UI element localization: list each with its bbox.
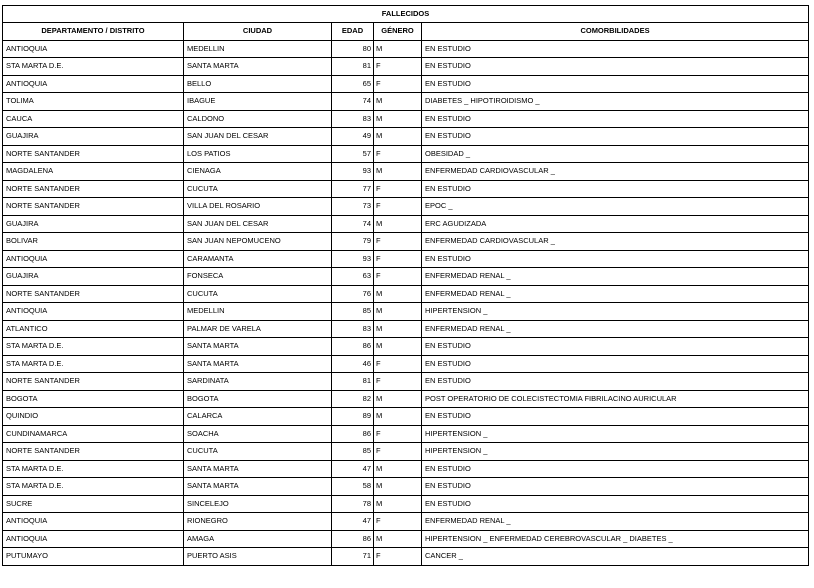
genero-cell: M [374, 163, 422, 181]
table-row [3, 233, 809, 251]
genero-cell: M [374, 128, 422, 146]
ciudad-cell: MEDELLIN [184, 40, 332, 58]
edad-cell: 85 [332, 443, 374, 461]
genero-cell: F [374, 180, 422, 198]
departamento-cell: CUNDINAMARCA [3, 425, 184, 443]
table-row [3, 513, 809, 531]
comorbilidades-cell: EN ESTUDIO [422, 58, 809, 76]
departamento-cell: NORTE SANTANDER [3, 145, 184, 163]
comorbilidades-cell: HIPERTENSION _ [422, 443, 809, 461]
genero-cell: M [374, 215, 422, 233]
departamento-cell: SUCRE [3, 495, 184, 513]
ciudad-cell: PUERTO ASIS [184, 548, 332, 566]
genero-cell: F [374, 513, 422, 531]
table-row [3, 163, 809, 181]
genero-cell: F [374, 443, 422, 461]
ciudad-cell: SOACHA [184, 425, 332, 443]
edad-cell: 93 [332, 163, 374, 181]
comorbilidades-cell: HIPERTENSION _ [422, 303, 809, 321]
genero-cell: M [374, 320, 422, 338]
ciudad-cell: SANTA MARTA [184, 58, 332, 76]
genero-cell: M [374, 495, 422, 513]
departamento-cell: ANTIOQUIA [3, 513, 184, 531]
comorbilidades-cell: EN ESTUDIO [422, 495, 809, 513]
ciudad-cell: SANTA MARTA [184, 355, 332, 373]
ciudad-cell: RIONEGRO [184, 513, 332, 531]
ciudad-cell: MEDELLIN [184, 303, 332, 321]
edad-cell: 81 [332, 58, 374, 76]
ciudad-cell: SANTA MARTA [184, 460, 332, 478]
table-row [3, 180, 809, 198]
table-row [3, 303, 809, 321]
ciudad-cell: FONSECA [184, 268, 332, 286]
ciudad-cell: LOS PATIOS [184, 145, 332, 163]
ciudad-cell: AMAGA [184, 530, 332, 548]
table-row [3, 58, 809, 76]
table-row [3, 355, 809, 373]
departamento-cell: GUAJIRA [3, 128, 184, 146]
table-row [3, 145, 809, 163]
comorbilidades-cell: DIABETES _ HIPOTIROIDISMO _ [422, 93, 809, 111]
header-row [3, 23, 809, 41]
edad-cell: 93 [332, 250, 374, 268]
table-row [3, 373, 809, 391]
table-row [3, 320, 809, 338]
table-row [3, 268, 809, 286]
comorbilidades-cell: EN ESTUDIO [422, 338, 809, 356]
comorbilidades-cell: ERC AGUDIZADA [422, 215, 809, 233]
genero-cell: M [374, 408, 422, 426]
genero-cell: F [374, 425, 422, 443]
comorbilidades-cell: POST OPERATORIO DE COLECISTECTOMIA FIBRILACINO AURICULAR [422, 390, 809, 408]
ciudad-cell: BOGOTA [184, 390, 332, 408]
comorbilidades-cell: OBESIDAD _ [422, 145, 809, 163]
edad-cell: 74 [332, 215, 374, 233]
genero-cell: M [374, 285, 422, 303]
table-row [3, 460, 809, 478]
departamento-cell: STA MARTA D.E. [3, 478, 184, 496]
edad-cell: 76 [332, 285, 374, 303]
genero-cell: M [374, 303, 422, 321]
departamento-cell: PUTUMAYO [3, 548, 184, 566]
ciudad-cell: CUCUTA [184, 443, 332, 461]
comorbilidades-cell: EN ESTUDIO [422, 478, 809, 496]
table-row [3, 215, 809, 233]
comorbilidades-cell: EN ESTUDIO [422, 128, 809, 146]
ciudad-cell: SARDINATA [184, 373, 332, 391]
departamento-cell: NORTE SANTANDER [3, 443, 184, 461]
genero-cell: M [374, 530, 422, 548]
table-row [3, 495, 809, 513]
comorbilidades-cell: ENFERMEDAD RENAL _ [422, 320, 809, 338]
header-ciudad: CIUDAD [184, 23, 332, 41]
departamento-cell: ANTIOQUIA [3, 530, 184, 548]
genero-cell: M [374, 110, 422, 128]
departamento-cell: ANTIOQUIA [3, 75, 184, 93]
ciudad-cell: CALDONO [184, 110, 332, 128]
edad-cell: 47 [332, 513, 374, 531]
ciudad-cell: CIENAGA [184, 163, 332, 181]
table-row [3, 110, 809, 128]
departamento-cell: ANTIOQUIA [3, 303, 184, 321]
edad-cell: 47 [332, 460, 374, 478]
departamento-cell: NORTE SANTANDER [3, 373, 184, 391]
genero-cell: F [374, 548, 422, 566]
comorbilidades-cell: EPOC _ [422, 198, 809, 216]
table-row [3, 530, 809, 548]
ciudad-cell: SINCELEJO [184, 495, 332, 513]
ciudad-cell: SANTA MARTA [184, 338, 332, 356]
title-row [3, 6, 809, 23]
edad-cell: 85 [332, 303, 374, 321]
ciudad-cell: SAN JUAN NEPOMUCENO [184, 233, 332, 251]
ciudad-cell: SANTA MARTA [184, 478, 332, 496]
table-row [3, 198, 809, 216]
comorbilidades-cell: HIPERTENSION _ [422, 425, 809, 443]
departamento-cell: QUINDIO [3, 408, 184, 426]
genero-cell: F [374, 250, 422, 268]
table-row [3, 443, 809, 461]
edad-cell: 78 [332, 495, 374, 513]
departamento-cell: GUAJIRA [3, 215, 184, 233]
ciudad-cell: SAN JUAN DEL CESAR [184, 128, 332, 146]
edad-cell: 46 [332, 355, 374, 373]
edad-cell: 58 [332, 478, 374, 496]
comorbilidades-cell: EN ESTUDIO [422, 180, 809, 198]
comorbilidades-cell: ENFERMEDAD RENAL _ [422, 285, 809, 303]
edad-cell: 89 [332, 408, 374, 426]
edad-cell: 49 [332, 128, 374, 146]
comorbilidades-cell: ENFERMEDAD CARDIOVASCULAR _ [422, 163, 809, 181]
genero-cell: M [374, 338, 422, 356]
edad-cell: 74 [332, 93, 374, 111]
comorbilidades-cell: EN ESTUDIO [422, 355, 809, 373]
ciudad-cell: VILLA DEL ROSARIO [184, 198, 332, 216]
ciudad-cell: BELLO [184, 75, 332, 93]
edad-cell: 81 [332, 373, 374, 391]
departamento-cell: BOLIVAR [3, 233, 184, 251]
comorbilidades-cell: HIPERTENSION _ ENFERMEDAD CEREBROVASCULAR _ DIABETES _ [422, 530, 809, 548]
genero-cell: F [374, 355, 422, 373]
table-row [3, 425, 809, 443]
fallecidos-table [2, 5, 809, 566]
ciudad-cell: CUCUTA [184, 285, 332, 303]
departamento-cell: NORTE SANTANDER [3, 180, 184, 198]
comorbilidades-cell: EN ESTUDIO [422, 110, 809, 128]
comorbilidades-cell: ENFERMEDAD CARDIOVASCULAR _ [422, 233, 809, 251]
ciudad-cell: CALARCA [184, 408, 332, 426]
comorbilidades-cell: EN ESTUDIO [422, 250, 809, 268]
edad-cell: 86 [332, 425, 374, 443]
edad-cell: 77 [332, 180, 374, 198]
table-title: FALLECIDOS [3, 6, 809, 23]
table-row [3, 390, 809, 408]
departamento-cell: MAGDALENA [3, 163, 184, 181]
table-row [3, 250, 809, 268]
comorbilidades-cell: EN ESTUDIO [422, 460, 809, 478]
edad-cell: 63 [332, 268, 374, 286]
edad-cell: 82 [332, 390, 374, 408]
departamento-cell: GUAJIRA [3, 268, 184, 286]
genero-cell: F [374, 268, 422, 286]
header-departamento: DEPARTAMENTO / DISTRITO [3, 23, 184, 41]
ciudad-cell: CARAMANTA [184, 250, 332, 268]
table-body [3, 40, 809, 565]
departamento-cell: CAUCA [3, 110, 184, 128]
genero-cell: M [374, 40, 422, 58]
comorbilidades-cell: EN ESTUDIO [422, 40, 809, 58]
departamento-cell: NORTE SANTANDER [3, 285, 184, 303]
edad-cell: 65 [332, 75, 374, 93]
genero-cell: F [374, 58, 422, 76]
edad-cell: 80 [332, 40, 374, 58]
departamento-cell: ATLANTICO [3, 320, 184, 338]
genero-cell: M [374, 390, 422, 408]
table-row [3, 285, 809, 303]
comorbilidades-cell: EN ESTUDIO [422, 75, 809, 93]
ciudad-cell: CUCUTA [184, 180, 332, 198]
genero-cell: F [374, 233, 422, 251]
edad-cell: 86 [332, 338, 374, 356]
table-row [3, 338, 809, 356]
edad-cell: 73 [332, 198, 374, 216]
table-row [3, 75, 809, 93]
departamento-cell: TOLIMA [3, 93, 184, 111]
table-row [3, 478, 809, 496]
genero-cell: F [374, 145, 422, 163]
table-row [3, 93, 809, 111]
edad-cell: 83 [332, 110, 374, 128]
genero-cell: M [374, 93, 422, 111]
departamento-cell: ANTIOQUIA [3, 250, 184, 268]
departamento-cell: BOGOTA [3, 390, 184, 408]
edad-cell: 71 [332, 548, 374, 566]
genero-cell: F [374, 75, 422, 93]
header-edad: EDAD [332, 23, 374, 41]
table-row [3, 40, 809, 58]
ciudad-cell: SAN JUAN DEL CESAR [184, 215, 332, 233]
departamento-cell: STA MARTA D.E. [3, 338, 184, 356]
edad-cell: 57 [332, 145, 374, 163]
table-row [3, 128, 809, 146]
departamento-cell: STA MARTA D.E. [3, 460, 184, 478]
departamento-cell: STA MARTA D.E. [3, 58, 184, 76]
comorbilidades-cell: EN ESTUDIO [422, 373, 809, 391]
comorbilidades-cell: ENFERMEDAD RENAL _ [422, 513, 809, 531]
edad-cell: 79 [332, 233, 374, 251]
comorbilidades-cell: ENFERMEDAD RENAL _ [422, 268, 809, 286]
comorbilidades-cell: EN ESTUDIO [422, 408, 809, 426]
comorbilidades-cell: CANCER _ [422, 548, 809, 566]
departamento-cell: NORTE SANTANDER [3, 198, 184, 216]
genero-cell: F [374, 373, 422, 391]
ciudad-cell: PALMAR DE VARELA [184, 320, 332, 338]
departamento-cell: STA MARTA D.E. [3, 355, 184, 373]
header-comorbilidades: COMORBILIDADES [422, 23, 809, 41]
table-row [3, 548, 809, 566]
header-genero: GÉNERO [374, 23, 422, 41]
ciudad-cell: IBAGUE [184, 93, 332, 111]
table-row [3, 408, 809, 426]
edad-cell: 86 [332, 530, 374, 548]
genero-cell: F [374, 198, 422, 216]
edad-cell: 83 [332, 320, 374, 338]
departamento-cell: ANTIOQUIA [3, 40, 184, 58]
genero-cell: M [374, 478, 422, 496]
genero-cell: M [374, 460, 422, 478]
